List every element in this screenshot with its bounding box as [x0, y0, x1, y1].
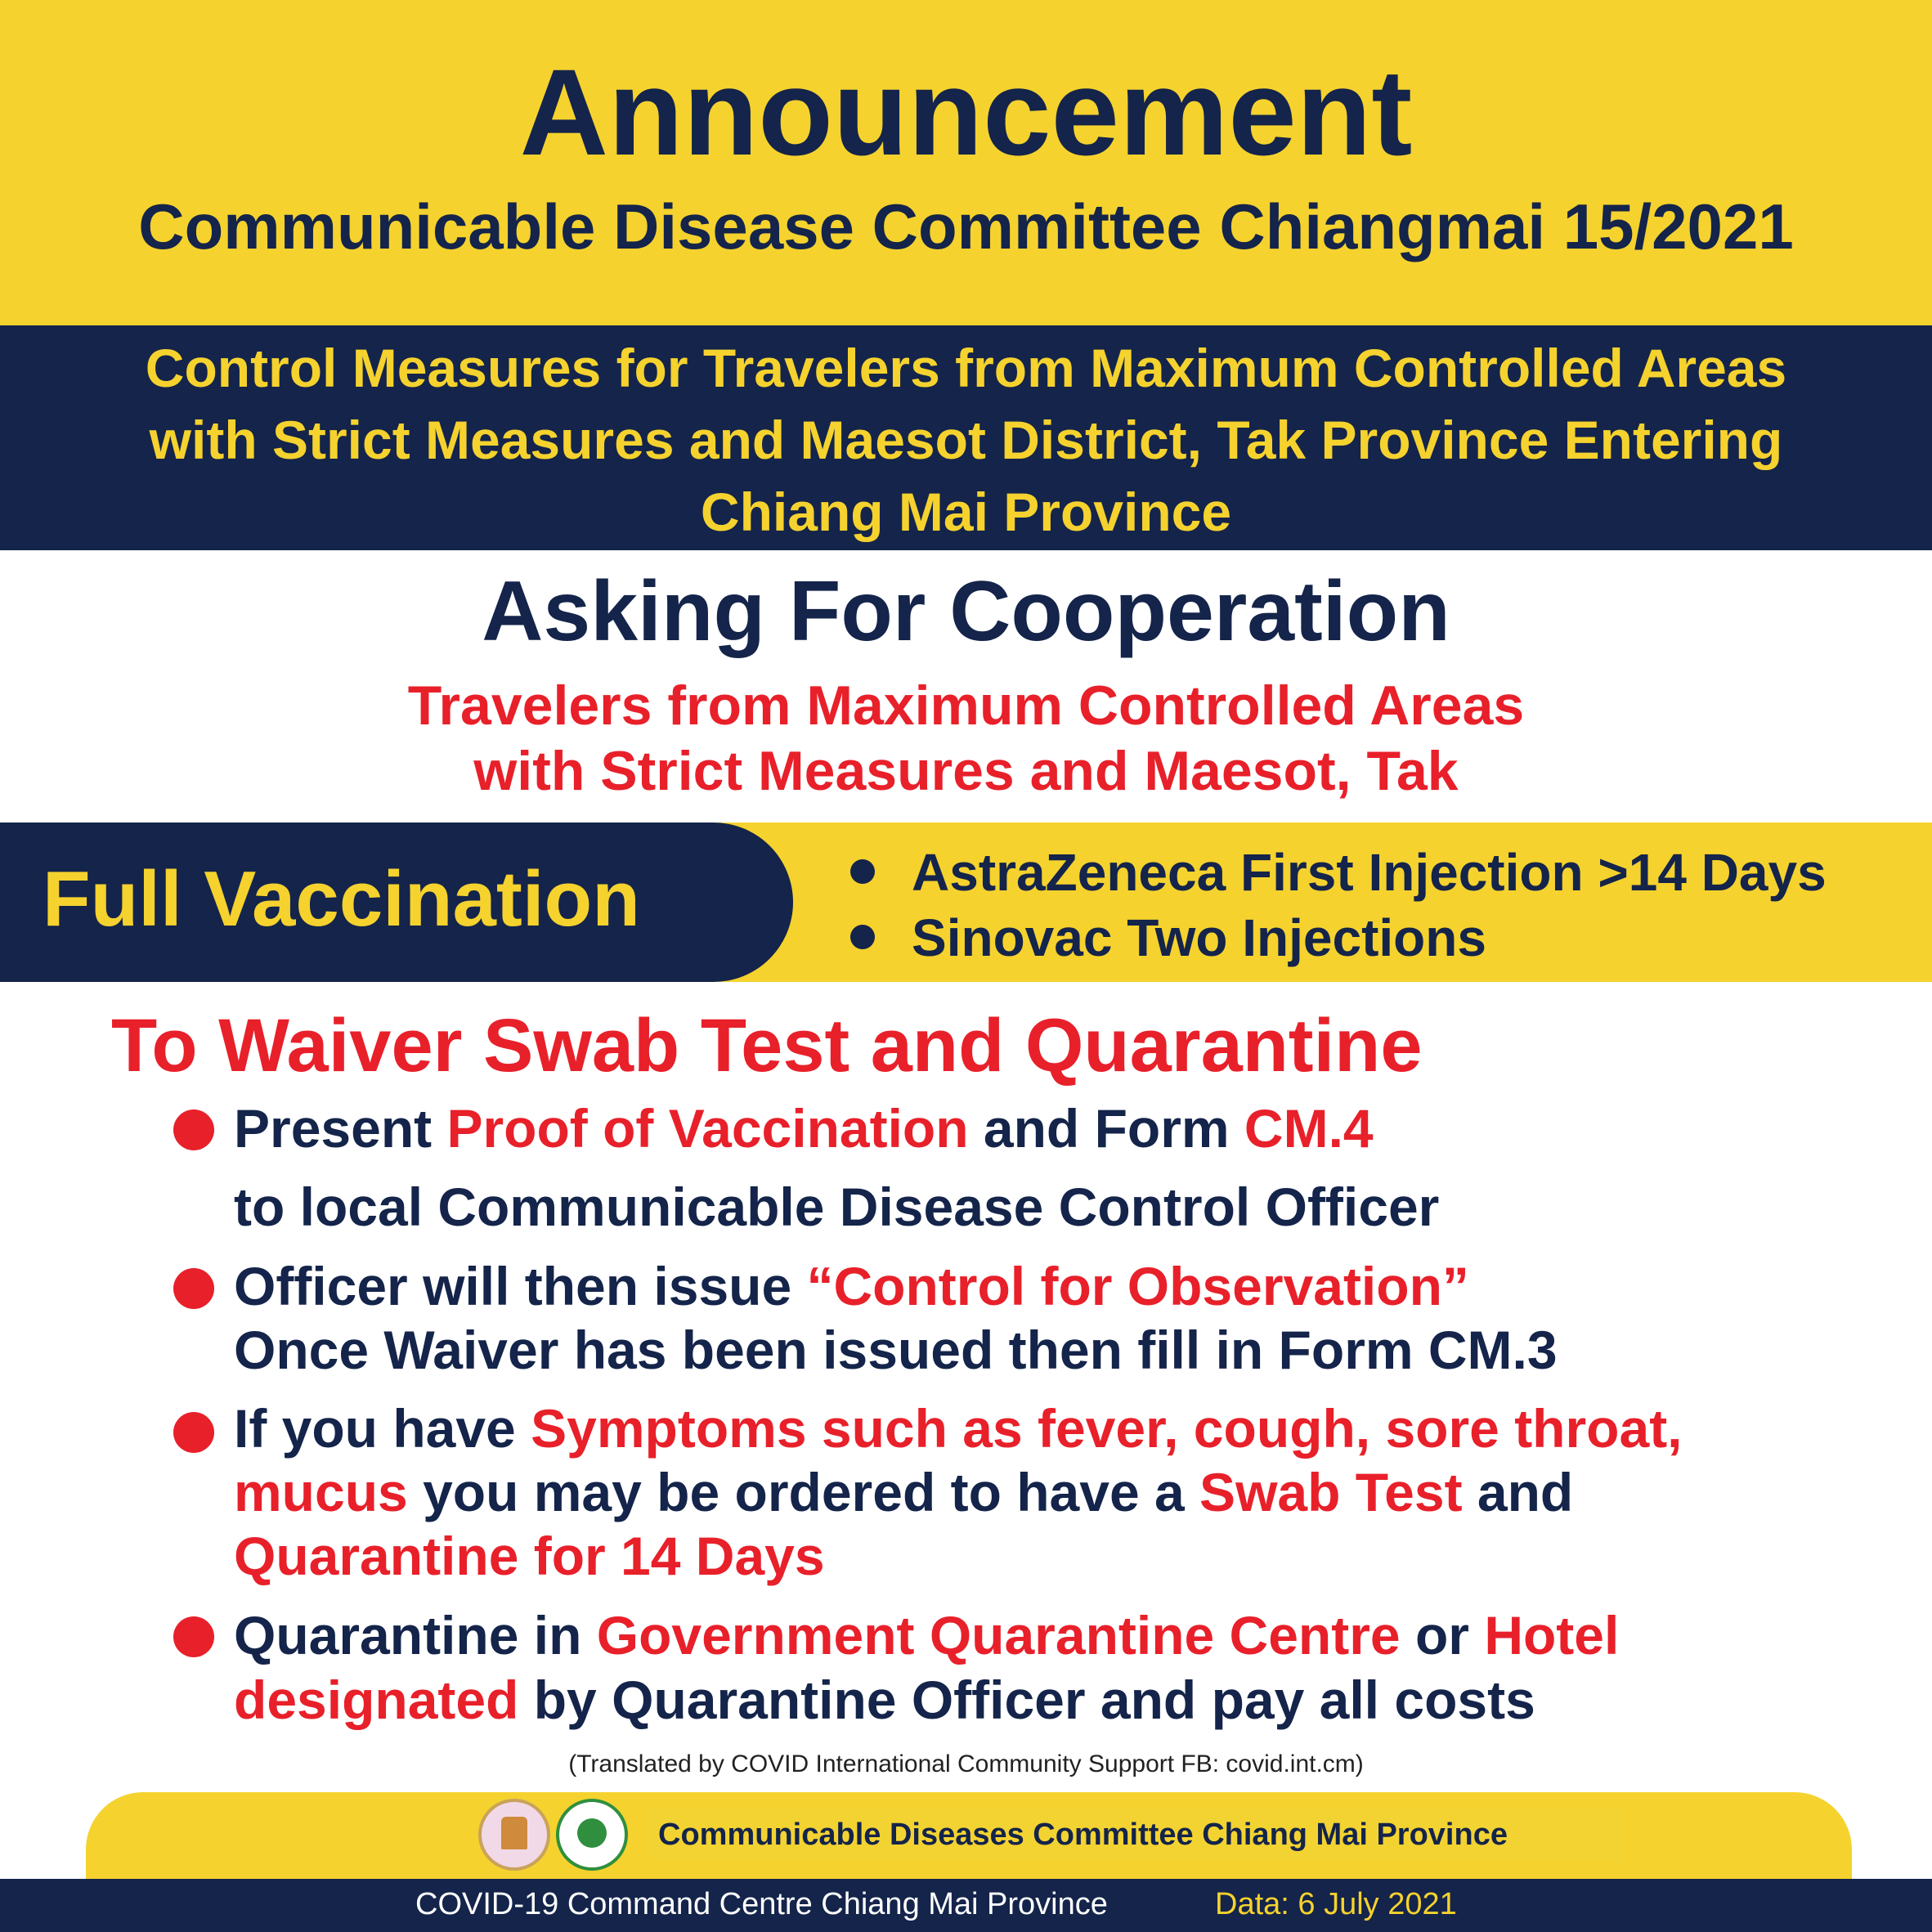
text-span: If you have [234, 1398, 531, 1459]
page-subtitle: Communicable Disease Committee Chiangmai 15/2021 [138, 191, 1794, 262]
footer-command-centre: COVID-19 Command Centre Chiang Mai Province [415, 1887, 1108, 1921]
measures-line-3: Chiang Mai Province [700, 482, 1232, 542]
highlight-span: Government Quarantine Centre [596, 1605, 1401, 1665]
waiver-point-3-line-1 [234, 1396, 1683, 1461]
text-span: Quarantine in [234, 1605, 597, 1665]
highlight-span: Proof of Vaccination [446, 1098, 969, 1159]
vaccination-label: Full Vaccination [43, 855, 640, 943]
highlight-span: Swab Test [1199, 1462, 1463, 1522]
vaccination-item [850, 840, 1827, 905]
highlight-span: “Control for Observation” [806, 1256, 1469, 1316]
page-title: Announcement [519, 43, 1413, 181]
measures-line-2: with Strict Measures and Maesot District, Tak Province Entering [149, 410, 1783, 470]
text-span: and Form [968, 1098, 1244, 1159]
measures-line-1: Control Measures for Travelers from Maximum Controlled Areas [145, 338, 1787, 398]
waiver-point-4-line-1 [234, 1603, 1619, 1668]
waiver-point-4-line-2 [234, 1667, 1535, 1733]
red-bullet-icon [173, 1268, 214, 1309]
text-span: Present [234, 1098, 447, 1159]
waiver-point-2-line-1 [234, 1253, 1469, 1319]
highlight-span: CM.4 [1244, 1098, 1374, 1159]
text-span: you may be ordered to have a [407, 1462, 1200, 1522]
waiver-point-3-line-3: Quarantine for 14 Days [234, 1526, 825, 1586]
translation-credit: (Translated by COVID International Community Support FB: covid.int.cm) [568, 1750, 1364, 1777]
highlight-span: Hotel [1484, 1605, 1620, 1665]
waiver-point-1-line-1 [234, 1096, 1374, 1161]
text-span: by Quarantine Officer and pay all costs [518, 1670, 1535, 1730]
waiver-heading: To Waiver Swab Test and Quarantine [111, 1004, 1423, 1087]
bullet-dot-icon [850, 859, 875, 884]
waiver-point-1-line-2: to local Communicable Disease Control Officer [234, 1177, 1440, 1237]
highlight-span: designated [234, 1670, 519, 1730]
red-bullet-icon [173, 1412, 214, 1453]
cooperation-heading: Asking For Cooperation [482, 564, 1450, 659]
vaccination-item [850, 905, 1486, 970]
province-seal-icon [478, 1799, 550, 1871]
text-span: or [1400, 1605, 1485, 1665]
waiver-point-3-line-2 [234, 1459, 1573, 1525]
waiver-point-2-line-2: Once Waiver has been issued then fill in Form CM.3 [234, 1320, 1558, 1380]
vaccination-item-text: AstraZeneca First Injection >14 Days [912, 843, 1827, 902]
bullet-dot-icon [850, 925, 875, 949]
highlight-span: mucus [234, 1462, 408, 1522]
red-bullet-icon [173, 1616, 214, 1657]
vaccination-item-text: Sinovac Two Injections [912, 908, 1486, 967]
footer-date: Data: 6 July 2021 [1215, 1887, 1457, 1921]
travelers-line-2: with Strict Measures and Maesot, Tak [473, 740, 1459, 802]
health-ministry-logo-icon [556, 1799, 628, 1871]
footer-org-name: Communicable Diseases Committee Chiang Mai Province [658, 1818, 1508, 1852]
red-bullet-icon [173, 1109, 214, 1150]
text-span: Officer will then issue [234, 1256, 807, 1316]
text-span: and [1462, 1462, 1574, 1522]
highlight-span: Symptoms such as fever, cough, sore throat, [531, 1398, 1683, 1459]
travelers-line-1: Travelers from Maximum Controlled Areas [407, 675, 1525, 737]
